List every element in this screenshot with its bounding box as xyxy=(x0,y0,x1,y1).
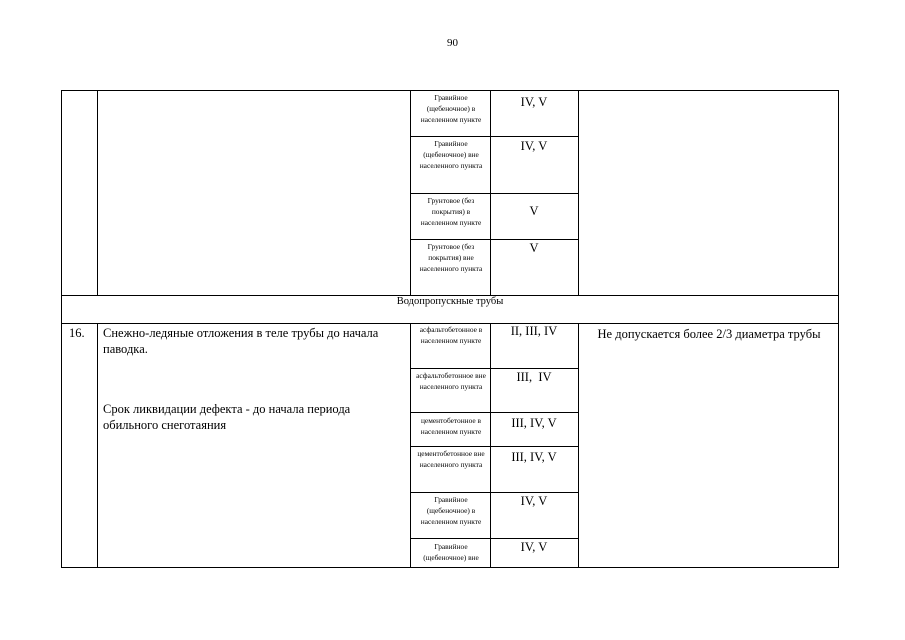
coating-cell: Гравийное (щебеночное) в населенном пункте xyxy=(420,93,482,124)
col-line-class-lower xyxy=(578,323,579,568)
road-class-cell: V xyxy=(529,241,539,255)
row-divider xyxy=(410,136,578,137)
road-class-cell: V xyxy=(529,204,539,218)
row-divider xyxy=(410,492,578,493)
defect-deadline: Срок ликвидации дефекта - до начала периода обильного снеготаяния xyxy=(103,402,351,432)
coating-cell: Грунтовое (без покрытия) вне населенного пункта xyxy=(419,242,483,273)
section-title: Водопропускные трубы xyxy=(396,296,504,307)
defects-table xyxy=(61,90,839,568)
row-divider xyxy=(410,368,578,369)
section-bottom-border xyxy=(61,323,839,324)
road-class-cell: IV, V xyxy=(520,95,548,109)
road-class-cell: IV, V xyxy=(520,494,548,508)
row-divider xyxy=(410,239,578,240)
road-class-cell: IV, V xyxy=(520,139,548,153)
row-divider xyxy=(410,446,578,447)
coating-cell: Гравийное (щебеночное) вне xyxy=(423,542,479,562)
coating-cell: асфальтобетонное в населенном пункте xyxy=(419,325,483,345)
col-line-class xyxy=(578,90,579,295)
road-class-cell: II, III, IV xyxy=(510,324,558,338)
row-divider xyxy=(410,412,578,413)
col-line-number-lower xyxy=(97,323,98,568)
row-divider xyxy=(410,193,578,194)
row-number: 16. xyxy=(69,326,85,340)
page-number: 90 xyxy=(447,37,458,49)
coating-cell: Гравийное (щебеночное) вне населенного пункта xyxy=(419,139,483,170)
col-line-number xyxy=(97,90,98,295)
coating-cell: цементобетонное вне населенного пункта xyxy=(417,449,485,469)
coating-cell: Грунтовое (без покрытия) в населенном пункте xyxy=(420,196,482,227)
road-class-cell: IV, V xyxy=(520,540,548,554)
road-class-cell: III, IV xyxy=(516,370,552,384)
coating-cell: цементобетонное в населенном пункте xyxy=(420,416,482,436)
requirement-text: Не допускается более 2/3 диаметра трубы xyxy=(597,327,821,341)
defect-description: Снежно-ледяные отложения в теле трубы до начала паводка. xyxy=(103,326,379,356)
coating-cell: Гравийное (щебеночное) в населенном пункте xyxy=(420,495,482,526)
road-class-cell: III, IV, V xyxy=(511,416,557,430)
row-divider xyxy=(410,538,578,539)
coating-cell: асфальтобетонное вне населенного пункта xyxy=(416,371,486,391)
road-class-cell: III, IV, V xyxy=(511,450,557,464)
